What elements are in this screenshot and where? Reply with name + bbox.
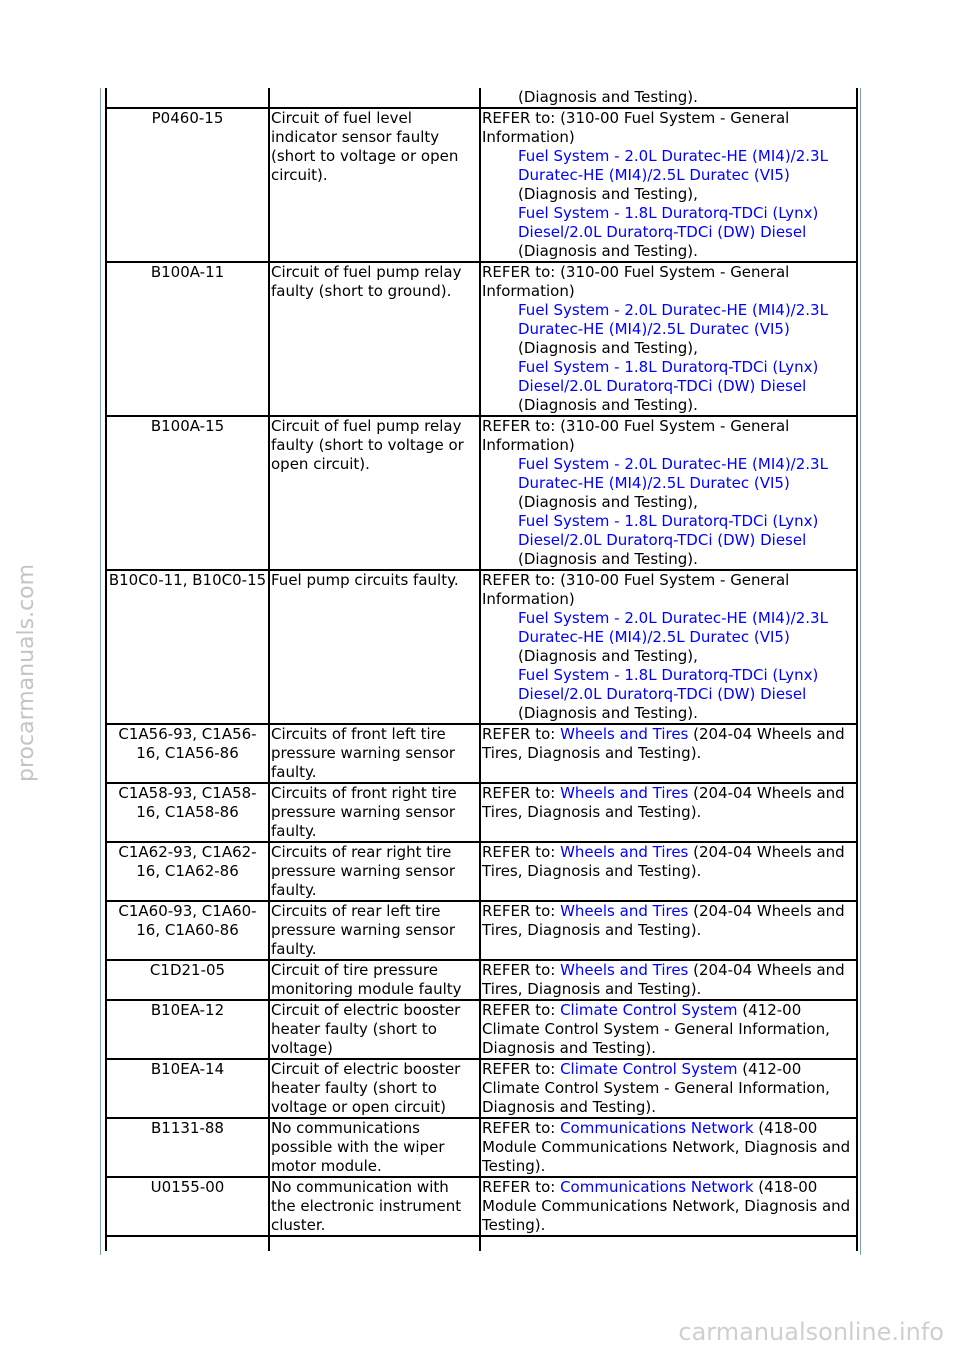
action-cell	[480, 1000, 857, 1059]
reference-text: (Diagnosis and Testing),	[518, 185, 698, 203]
reference-text: (Diagnosis and Testing),	[518, 493, 698, 511]
action-cell	[480, 416, 857, 570]
wheels-and-tires-link[interactable]: Wheels and Tires	[560, 725, 689, 743]
reference-end: (Diagnosis and Testing).	[518, 242, 698, 260]
dtc-table	[105, 88, 858, 1251]
empty-cell	[106, 1236, 269, 1251]
table-row	[106, 1000, 857, 1059]
reference-text: (418-00 Module Communications Network, Diagnosis and Testing).	[482, 1119, 851, 1175]
table-row	[106, 262, 857, 416]
dtc-code: C1A56-93, C1A56-16, C1A56-86	[106, 724, 269, 783]
table-row	[106, 416, 857, 570]
action-cell	[480, 88, 857, 108]
dtc-description: Circuit of fuel pump relay faulty (short to ground).	[269, 262, 480, 416]
dtc-description: Circuits of front left tire pressure warning sensor faulty.	[269, 724, 480, 783]
reference-text: REFER to:	[482, 1001, 561, 1019]
climate-control-system-link[interactable]: Climate Control System	[560, 1001, 738, 1019]
dtc-code: C1D21-05	[106, 960, 269, 1000]
table-row	[106, 1118, 857, 1177]
side-watermark: procarmanuals.com	[14, 563, 39, 782]
communications-network-link[interactable]: Communications Network	[560, 1178, 754, 1196]
reference-text: (204-04 Wheels and Tires, Diagnosis and Testing).	[482, 843, 845, 880]
frame-line-left	[100, 88, 101, 1255]
table-row	[106, 842, 857, 901]
dtc-description: Circuits of rear left tire pressure warning sensor faulty.	[269, 901, 480, 960]
fuel-system-petrol-link[interactable]: Fuel System - 2.0L Duratec-HE (MI4)/2.3L Duratec-HE (MI4)/2.5L Duratec (VI5)	[518, 455, 828, 492]
dtc-code: B100A-11	[106, 262, 269, 416]
fuel-system-diesel-link[interactable]: Fuel System - 1.8L Duratorq-TDCi (Lynx) Diesel/2.0L Duratorq-TDCi (DW) Diesel	[518, 358, 819, 395]
reference-text: (Diagnosis and Testing),	[518, 647, 698, 665]
frame-line-right	[860, 88, 861, 1255]
dtc-code: C1A62-93, C1A62-16, C1A62-86	[106, 842, 269, 901]
reference-end: (Diagnosis and Testing).	[518, 88, 698, 106]
bottom-watermark: carmanualsonline.info	[678, 1318, 944, 1346]
table-row	[106, 570, 857, 724]
reference-text: (Diagnosis and Testing),	[518, 339, 698, 357]
reference-text: (204-04 Wheels and Tires, Diagnosis and Testing).	[482, 902, 845, 939]
empty-cell	[480, 1236, 857, 1251]
action-cell	[480, 570, 857, 724]
action-cell	[480, 842, 857, 901]
fuel-system-diesel-link[interactable]: Fuel System - 1.8L Duratorq-TDCi (Lynx) Diesel/2.0L Duratorq-TDCi (DW) Diesel	[518, 204, 819, 241]
reference-text: REFER to:	[482, 1060, 561, 1078]
table-row	[106, 1177, 857, 1236]
dtc-description: Circuits of rear right tire pressure warning sensor faulty.	[269, 842, 480, 901]
wheels-and-tires-link[interactable]: Wheels and Tires	[560, 784, 689, 802]
action-cell	[480, 108, 857, 262]
action-cell	[480, 901, 857, 960]
table-row	[106, 1236, 857, 1251]
dtc-description: Circuit of electric booster heater faulty (short to voltage or open circuit)	[269, 1059, 480, 1118]
empty-cell	[269, 1236, 480, 1251]
dtc-code: B100A-15	[106, 416, 269, 570]
reference-end: (Diagnosis and Testing).	[518, 396, 698, 414]
dtc-description: Circuit of electric booster heater faulty (short to voltage)	[269, 1000, 480, 1059]
communications-network-link[interactable]: Communications Network	[560, 1119, 754, 1137]
dtc-description: Circuit of tire pressure monitoring module faulty	[269, 960, 480, 1000]
reference-text: REFER to:	[482, 725, 561, 743]
dtc-code: C1A60-93, C1A60-16, C1A60-86	[106, 901, 269, 960]
reference-text: (418-00 Module Communications Network, Diagnosis and Testing).	[482, 1178, 851, 1234]
action-cell	[480, 262, 857, 416]
dtc-description: Fuel pump circuits faulty.	[269, 570, 480, 724]
reference-text: REFER to: (310-00 Fuel System - General Information)	[482, 417, 790, 454]
table-row	[106, 1059, 857, 1118]
reference-text: (412-00 Climate Control System - General Information, Diagnosis and Testing).	[482, 1060, 830, 1116]
dtc-code: C1A58-93, C1A58-16, C1A58-86	[106, 783, 269, 842]
fuel-system-diesel-link[interactable]: Fuel System - 1.8L Duratorq-TDCi (Lynx) Diesel/2.0L Duratorq-TDCi (DW) Diesel	[518, 512, 819, 549]
reference-text: REFER to: (310-00 Fuel System - General Information)	[482, 263, 790, 300]
action-cell	[480, 960, 857, 1000]
dtc-code: B10EA-12	[106, 1000, 269, 1059]
table-row	[106, 88, 857, 108]
reference-text: (204-04 Wheels and Tires, Diagnosis and Testing).	[482, 725, 845, 762]
reference-text: REFER to:	[482, 1178, 561, 1196]
table-row	[106, 108, 857, 262]
dtc-code	[106, 88, 269, 108]
reference-text: (204-04 Wheels and Tires, Diagnosis and Testing).	[482, 784, 845, 821]
table-row	[106, 960, 857, 1000]
dtc-description: Circuit of fuel pump relay faulty (short to voltage or open circuit).	[269, 416, 480, 570]
dtc-code: B10EA-14	[106, 1059, 269, 1118]
wheels-and-tires-link[interactable]: Wheels and Tires	[560, 961, 689, 979]
dtc-code: U0155-00	[106, 1177, 269, 1236]
reference-text: REFER to: (310-00 Fuel System - General Information)	[482, 571, 790, 608]
action-cell	[480, 783, 857, 842]
action-cell	[480, 1118, 857, 1177]
dtc-code: B1131-88	[106, 1118, 269, 1177]
reference-text: (204-04 Wheels and Tires, Diagnosis and Testing).	[482, 961, 845, 998]
table-row	[106, 783, 857, 842]
fuel-system-diesel-link[interactable]: Fuel System - 1.8L Duratorq-TDCi (Lynx) Diesel/2.0L Duratorq-TDCi (DW) Diesel	[518, 666, 819, 703]
dtc-description: Circuit of fuel level indicator sensor faulty (short to voltage or open circuit).	[269, 108, 480, 262]
table-row	[106, 901, 857, 960]
climate-control-system-link[interactable]: Climate Control System	[560, 1060, 738, 1078]
reference-text: REFER to:	[482, 961, 561, 979]
reference-text: (412-00 Climate Control System - General Information, Diagnosis and Testing).	[482, 1001, 830, 1057]
dtc-code: P0460-15	[106, 108, 269, 262]
reference-end: (Diagnosis and Testing).	[518, 704, 698, 722]
dtc-description: No communications possible with the wiper motor module.	[269, 1118, 480, 1177]
reference-text: REFER to:	[482, 784, 561, 802]
reference-text: REFER to: (310-00 Fuel System - General Information)	[482, 109, 790, 146]
reference-text: REFER to:	[482, 902, 561, 920]
dtc-code: B10C0-11, B10C0-15	[106, 570, 269, 724]
dtc-description: Circuits of front right tire pressure warning sensor faulty.	[269, 783, 480, 842]
reference-text: REFER to:	[482, 1119, 561, 1137]
fuel-system-petrol-link[interactable]: Fuel System - 2.0L Duratec-HE (MI4)/2.3L Duratec-HE (MI4)/2.5L Duratec (VI5)	[518, 301, 828, 338]
reference-text: REFER to:	[482, 843, 561, 861]
fuel-system-petrol-link[interactable]: Fuel System - 2.0L Duratec-HE (MI4)/2.3L Duratec-HE (MI4)/2.5L Duratec (VI5)	[518, 609, 828, 646]
fuel-system-petrol-link[interactable]: Fuel System - 2.0L Duratec-HE (MI4)/2.3L Duratec-HE (MI4)/2.5L Duratec (VI5)	[518, 147, 828, 184]
table-row	[106, 724, 857, 783]
action-cell	[480, 724, 857, 783]
dtc-description: No communication with the electronic instrument cluster.	[269, 1177, 480, 1236]
wheels-and-tires-link[interactable]: Wheels and Tires	[560, 843, 689, 861]
wheels-and-tires-link[interactable]: Wheels and Tires	[560, 902, 689, 920]
reference-end: (Diagnosis and Testing).	[518, 550, 698, 568]
action-cell	[480, 1059, 857, 1118]
dtc-description	[269, 88, 480, 108]
action-cell	[480, 1177, 857, 1236]
